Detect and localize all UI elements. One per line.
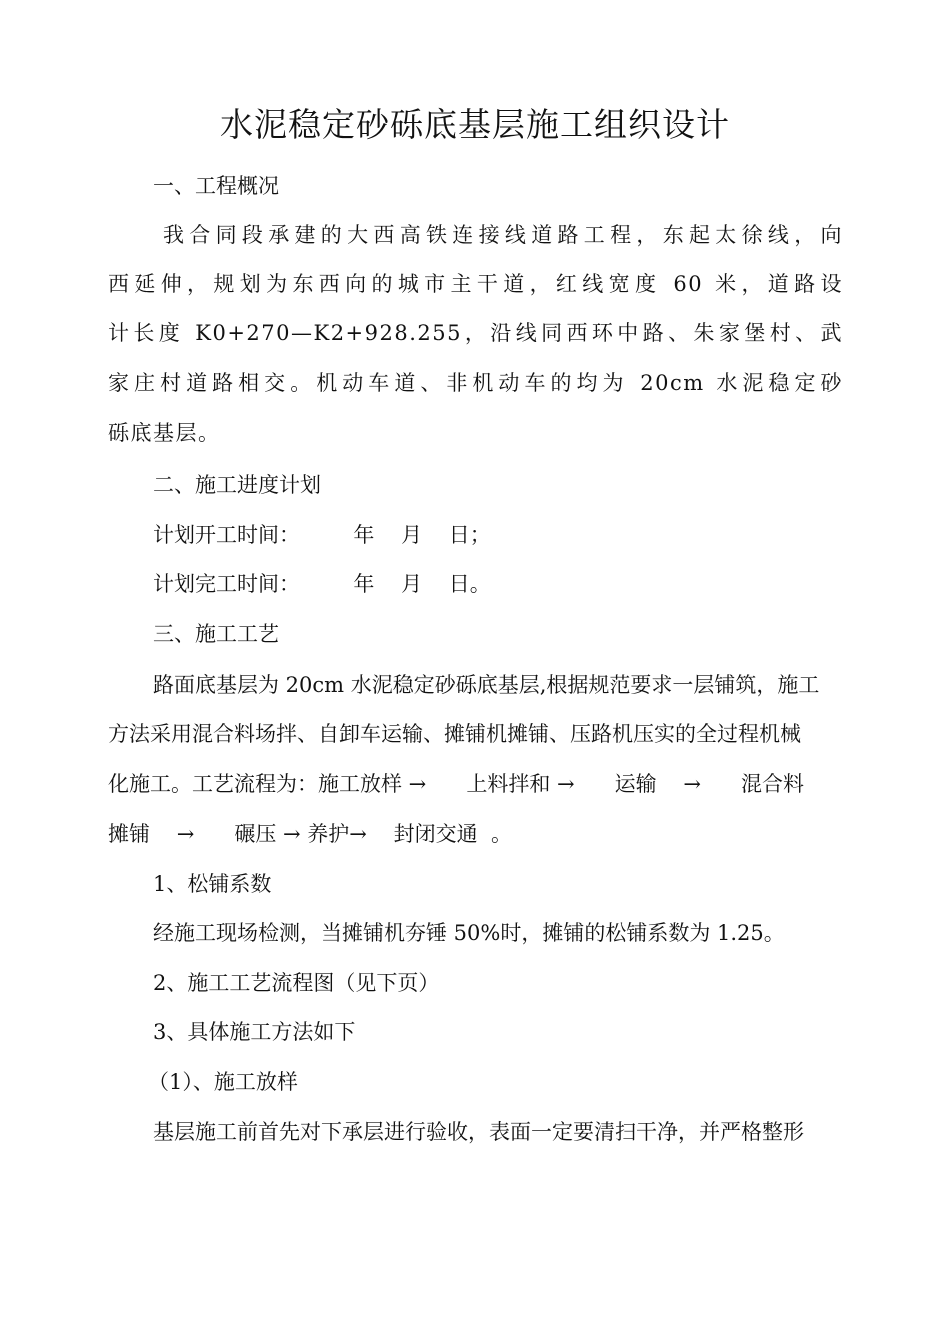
paragraph-line: 摊铺 → 碾压 → 养护→ 封闭交通 。 [108, 822, 512, 846]
paragraph-line: 我合同段承建的大西高铁连接线道路工程，东起太徐线，向 [163, 223, 843, 247]
subheading-loose-factor: 1、松铺系数 [153, 872, 272, 896]
paragraph-line: 路面底基层为 20cm 水泥稳定砂砾底基层,根据规范要求一层铺筑，施工 [153, 673, 820, 697]
paragraph-line: 基层施工前首先对下承层进行验收，表面一定要清扫干净，并严格整形 [153, 1120, 804, 1144]
paragraph-line: 砾底基层。 [108, 421, 221, 445]
section-heading-process: 三、施工工艺 [153, 622, 279, 646]
subheading-methods: 3、具体施工方法如下 [153, 1020, 356, 1044]
planned-finish-line: 计划完工时间： 年 月 日。 [153, 572, 491, 596]
planned-start-line: 计划开工时间： 年 月 日； [153, 523, 491, 547]
paragraph-line: 化施工。工艺流程为：施工放样 → 上料拌和 → 运输 → 混合料 [108, 772, 804, 796]
subheading-flowchart: 2、施工工艺流程图（见下页） [153, 971, 440, 995]
section-heading-overview: 一、工程概况 [153, 174, 279, 198]
paragraph-line: 西延伸，规划为东西向的城市主干道，红线宽度 60 米，道路设 [108, 272, 843, 296]
section-heading-schedule: 二、施工进度计划 [153, 473, 321, 497]
paragraph-line: 计长度 K0+270—K2+928.255，沿线同西环中路、朱家堡村、武 [108, 321, 843, 345]
subheading-layout: （1）、施工放样 [148, 1070, 298, 1094]
paragraph-line: 经施工现场检测，当摊铺机夯锤 50%时，摊铺的松铺系数为 1.25。 [153, 921, 785, 945]
document-title: 水泥稳定砂砾底基层施工组织设计 [220, 105, 730, 144]
paragraph-line: 家庄村道路相交。机动车道、非机动车的均为 20cm 水泥稳定砂 [108, 371, 843, 395]
paragraph-line: 方法采用混合料场拌、自卸车运输、摊铺机摊铺、压路机压实的全过程机械 [108, 722, 801, 746]
